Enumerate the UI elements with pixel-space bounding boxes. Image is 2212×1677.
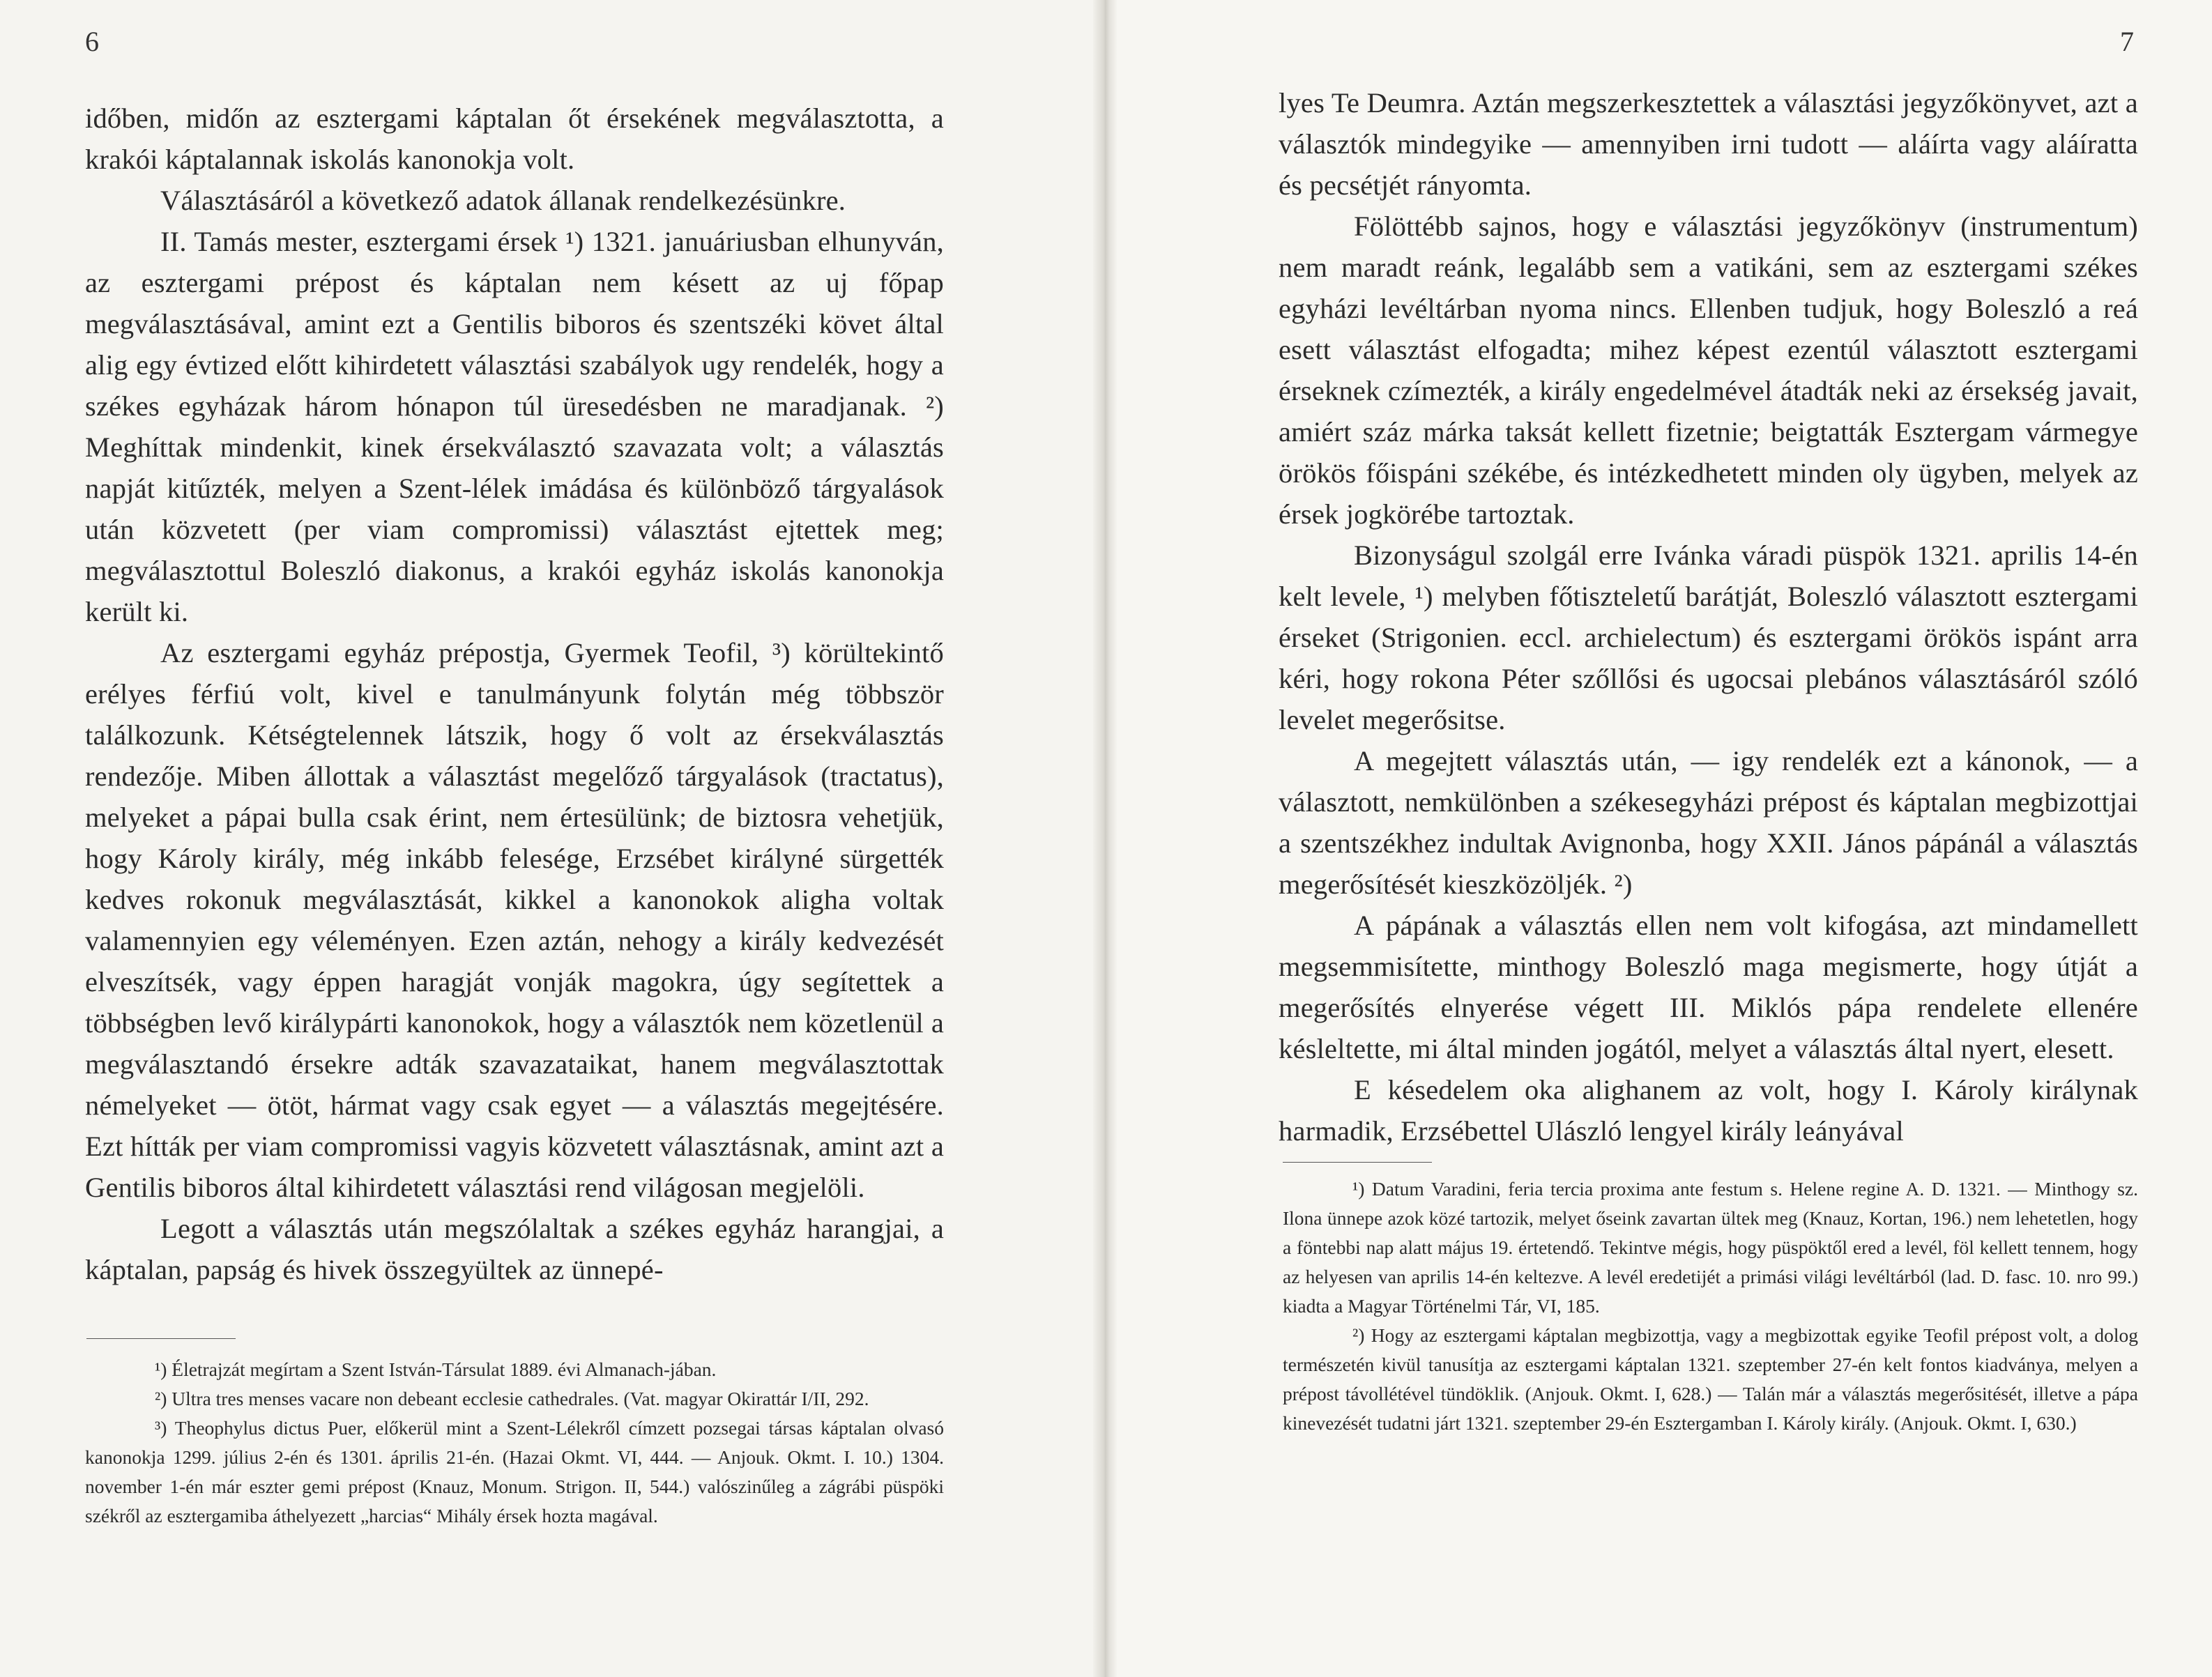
paragraph: A megejtett választás után, — igy rendelék ezt a kánonok, — a választott, nemkülönben a székesegyházi prépost és káptalan megbizottjai a szentszékhez indultak Avignonba, hogy XXII. János pápánál a választás megerősítését kieszközöljék. ²) [1279,745,2138,900]
paragraph: Az esztergami egyház prépostja, Gyermek Teofil, ³) körültekintő erélyes férfiú volt, kivel e tanulmányunk folytán még többször találkozunk. Kétségtelennek látszik, hogy ő volt az érsekválasztás rendezője. Miben állottak a választást megelőző tárgyalások (tractatus), melyeket a pápai bulla csak érint, nem értesülünk; de biztosra vehetjük, hogy Károly király, még inkább felesége, Erzsébet királyné sürgették kedves rokonuk megválasztását, kikkel a kanonokok aligha voltak valamennyien egy véleményen. Ezen aztán, nehogy a király kedvezését elveszítsék, vagy éppen haragját vonják magokra, úgy segítettek a többségben levő királypárti kanonokok, hogy a választók nem közetlenül a megválasztandó érsekre adták szavazataikat, hanem megválasztottak némelyeket — ötöt, hármat vagy csak egyet — a választás megejtésére. Ezt hítták per viam compromissi vagyis közvetett választásnak, amint azt a Gentilis biboros által kihirdetett választási rend világosan megjelöli. [85,637,944,1203]
footnote-divider [86,1338,236,1339]
book-gutter [1093,0,1117,1677]
paragraph: II. Tamás mester, esztergami érsek ¹) 1321. januáriusban elhunyván, az esztergami prépost és káptalan nem késett az uj főpap megválasztásával, amint ezt a Gentilis biboros és szentszéki követ által alig egy évtized előtt kihirdetett választási szabályok ugy rendelék, hogy a székes egyházak három hónapon túl üresedésben ne maradjanak. ²) Meghíttak mindenkit, kinek érsekválasztó szavazata volt; a választás napját kitűzték, melyen a Szent-lélek imádása és különböző tárgyalások után közvetett (per viam compromissi) választást ejtettek meg; megválasztottul Boleszló diakonus, a krakói egyház iskolás kanonokja került ki. [85,226,944,627]
paragraph: Bizonyságul szolgál erre Ivánka váradi püspök 1321. aprilis 14-én kelt levele, ¹) melyben főtiszteletű barátját, Boleszló választott esztergami érseket (Strigonien. eccl. archielectum) és esztergami örökös ispánt arra kéri, hogy rokona Péter szőllősi és ugocsai plebános választásáról szóló levelet megerősitse. [1279,539,2138,735]
footnotes [85,1355,944,1531]
paragraph: időben, midőn az esztergami káptalan őt érsekének megválasztotta, a krakói káptalannak iskolás kanonokja volt. [85,102,944,175]
footnote: ²) Ultra tres menses vacare non debeant ecclesie cathedrales. (Vat. magyar Okirattár I/II, 292. [155,1388,869,1409]
paragraph: Legott a választás után megszólaltak a székes egyház harangjai, a káptalan, papság és hivek összegyültek az ünnepé- [85,1213,944,1285]
footnote: ¹) Életrajzát megírtam a Szent István-Társulat 1889. évi Almanach-jában. [155,1358,717,1380]
footnote: ²) Hogy az esztergami káptalan megbizottja, vagy a megbizottak egyike Teofil prépost volt, a dolog természetén kivül tanusítja az esztergami káptalan 1321. szeptember 27-én kelt fontos kiadványa, melyen a prépost távollétével tündöklik. (Anjouk. Okmt. I, 628.) — Talán már a választás megerősitését, illetve a pápa kinevezését tudatni járt 1321. szeptember 29-én Esztergamban I. Károly király. (Anjouk. Okmt. I, 630.) [1283,1324,2138,1434]
page-number: 6 [85,26,99,57]
paragraph: Választásáról a következő adatok állanak rendelkezésünkre. [160,185,846,216]
footnotes [1283,1174,2138,1438]
paragraph: E késedelem oka alighanem az volt, hogy I. Károly királynak harmadik, Erzsébettel Ulászló lengyel király leányával [1279,1074,2138,1147]
body-text [85,98,944,1290]
footnote: ¹) Datum Varadini, feria tercia proxima ante festum s. Helene regine A. D. 1321. — Minthogy sz. Ilona ünnepe azok közé tartozik, melyet őseink zavartan ültek meg (Knauz, Kortan, 196.) nem lehetetlen, hogy a föntebbi nap alatt május 19. értetendő. Tekintve mégis, hogy püspöktől ered a levél, föl kellett tennem, hogy az helyesen van aprilis 14-én keltezve. A levél eredetijét a primási világi levéltárból (lad. D. fasc. 10. nro 99.) kiadta a Magyar Történelmi Tár, VI, 185. [1283,1178,2138,1317]
footnote-divider [1283,1162,1432,1163]
body-text [1279,82,2138,1151]
footnote: ³) Theophylus dictus Puer, előkerül mint a Szent-Lélekről címzett pozsegai társas káptalan olvasó kanonokja 1299. július 2-én és 1301. április 21-én. (Hazai Okmt. VI, 444. — Anjouk. Okmt. I. 10.) 1304. november 1-én már eszter gemi prépost (Knauz, Monum. Strigon. II, 544.) valószinűleg a zágrábi püspöki székről az esztergamiba áthelyezett „harcias“ Mihály érsek hozta magával. [85,1417,944,1526]
page-number: 7 [2120,26,2134,57]
left-page [0,0,1105,1677]
paragraph: Fölöttébb sajnos, hogy e választási jegyzőkönyv (instrumentum) nem maradt reánk, legalább sem a vatikáni, sem az esztergami székes egyházi levéltárban nyoma nincs. Ellenben tudjuk, hogy Boleszló a reá esett választást elfogadta; mihez képest ezentúl választott esztergami érseknek czímezték, a király engedelmével átadták neki az érsekség javait, amiért száz márka taksát kellett fizetnie; beigtatták Esztergam vármegye örökös főispáni székébe, és intézkedhetett minden oly ügyben, melyek az érsek jogkörébe tartoztak. [1279,210,2138,530]
right-page [1105,0,2212,1677]
paragraph: A pápának a választás ellen nem volt kifogása, azt mindamellett megsemmisítette, minthogy Boleszló maga megismerte, hogy útját a megerősítés elnyerése végett III. Miklós pápa rendelete ellenére késleltette, mi által minden jogától, melyet a választás által nyert, elesett. [1279,910,2138,1064]
paragraph: lyes Te Deumra. Aztán megszerkesztettek a választási jegyzőkönyvet, azt a választók mindegyike — amennyiben irni tudott — aláírta vagy aláíratta és pecsétjét rányomta. [1279,87,2138,201]
